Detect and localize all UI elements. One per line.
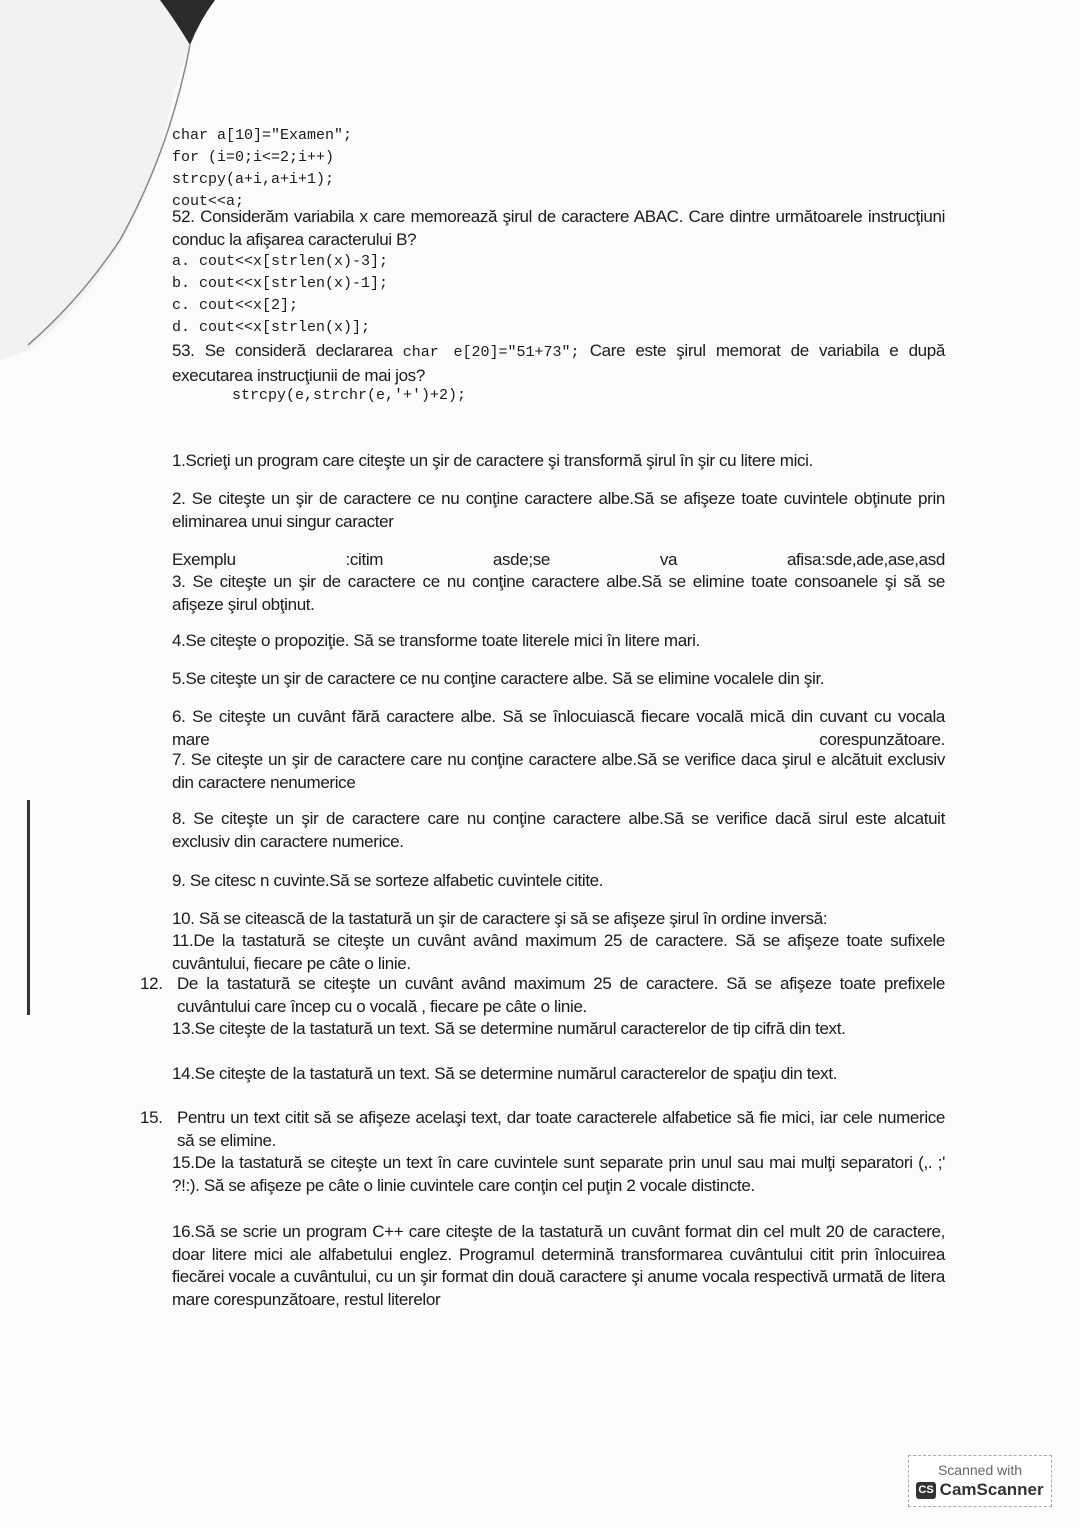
watermark-brand: CamScanner — [939, 1480, 1044, 1499]
exercise-14: 14.Se citeşte de la tastatură un text. Să se determine numărul caracterelor de spaţiu din text. — [172, 1064, 838, 1083]
exercise-8: 8. Se citeşte un şir de caractere care nu conţine caractere albe.Să se verifice dacă sirul este alcatuit exclusiv din caractere numerice. — [172, 809, 945, 851]
exercise-5: 5.Se citeşte un şir de caractere ce nu conţine caractere albe. Să se elimine vocalele din şir. — [172, 669, 825, 688]
exercise-13: 13.Se citeşte de la tastatură un text. Să se determine numărul caracterelor de tip cifră din text. — [172, 1019, 846, 1038]
q53-code: char e[20]="51+73"; — [402, 344, 580, 361]
exercise-number: 15. — [140, 1108, 163, 1127]
exercise-12 — [140, 973, 945, 1018]
code-line: cout<<a; — [172, 193, 245, 210]
code-block — [172, 125, 352, 213]
exercise-9: 9. Se citesc n cuvinte.Să se sorteze alfabetic cuvintele citite. — [172, 871, 604, 890]
exercise-number: 12. — [140, 974, 163, 993]
exercise-4: 4.Se citeşte o propoziţie. Să se transforme toate literele mici în litere mari. — [172, 631, 700, 650]
option-c: c. cout<<x[2]; — [172, 297, 299, 314]
camscanner-watermark — [908, 1455, 1052, 1507]
code-line: strcpy(a+i,a+i+1); — [172, 171, 335, 188]
q53-pre: 53. Se consideră declararea — [172, 341, 403, 360]
option-a: a. cout<<x[strlen(x)-3]; — [172, 253, 389, 270]
option-d: d. cout<<x[strlen(x)]; — [172, 319, 371, 336]
exercise-text: Pentru un text citit să se afişeze acelaşi text, dar toate caracterele alfabetice să fie mici, iar cele numerice să se elimine. — [177, 1108, 945, 1150]
exercise-text: De la tastatură se citeşte un cuvânt având maximum 25 de caractere. Să se afişeze toate prefixele cuvântului care încep cu o vocală , fiecare pe câte o linie. — [177, 974, 945, 1016]
exercise-1: 1.Scrieţi un program care citeşte un şir de caractere şi transformă şirul în şir cu litere mici. — [172, 451, 813, 470]
exercise-2-example: Exemplu :citim asde;se va afisa:sde,ade,ase,asd — [172, 550, 945, 569]
option-b: b. cout<<x[strlen(x)-1]; — [172, 275, 389, 292]
exercise-16: 16.Să se scrie un program C++ care citeşte de la tastatură un cuvânt format din cel mult 20 de caractere, doar litere mici ale alfabetului englez. Programul determină transformarea cuvântului citit prin înlocuirea fiecărei vocale a cuvântului, cu un şir format din două caractere şi anume vocala respectivă urmată de litera mare corespunzătoare, restul literelor — [172, 1222, 945, 1309]
watermark-text: Scanned with — [937, 1462, 1023, 1478]
question-52-options — [172, 251, 388, 339]
code-line: for (i=0;i<=2;i++) — [172, 149, 335, 166]
exercise-3: 3. Se citeşte un şir de caractere ce nu conţine caractere albe.Să se elimine toate consoanele şi să se afişeze şirul obţinut. — [172, 572, 945, 614]
exercise-2: 2. Se citeşte un şir de caractere ce nu conţine caractere albe.Să se afişeze toate cuvintele obţinute prin eliminarea unui singur caracter — [172, 489, 945, 531]
exercise-6: 6. Se citeşte un cuvânt fără caractere albe. Să se înlocuiască fiecare vocală mică din cuvant cu vocala mare corespunzătoare. — [172, 707, 945, 749]
camscanner-logo-icon: CS — [916, 1482, 935, 1499]
exercise-15b: 15.De la tastatură se citeşte un text în care cuvintele sunt separate prin unul sau mai mulţi separatori (,. ;' ?!:). Să se afişeze pe câte o linie cuvintele care conţin cel puţin 2 vocale distincte. — [172, 1153, 945, 1195]
q53-post: Care este şirul memorat de variabila e după executarea instrucţiunii de mai jos? — [172, 341, 945, 385]
question-52: 52. Considerăm variabila x care memorează şirul de caractere ABAC. Care dintre următoarele instrucţiuni conduc la afişarea caracterului B? — [172, 207, 945, 249]
exercise-10: 10. Să se citească de la tastatură un şir de caractere şi să se afişeze şirul în ordine inversă: — [172, 909, 828, 928]
exercise-11: 11.De la tastatură se citeşte un cuvânt având maximum 25 de caractere. Să se afişeze toate sufixele cuvântului, fiecare pe câte o linie. — [172, 931, 945, 973]
question-53 — [172, 340, 945, 387]
code-line: char a[10]="Examen"; — [172, 127, 353, 144]
exercise-7: 7. Se citeşte un şir de caractere care nu conţine caractere albe.Să se verifice daca şirul e alcătuit exclusiv din caractere nenumerice — [172, 750, 945, 792]
q53-statement: strcpy(e,strchr(e,'+')+2); — [232, 387, 467, 404]
exercise-15a — [140, 1107, 945, 1152]
